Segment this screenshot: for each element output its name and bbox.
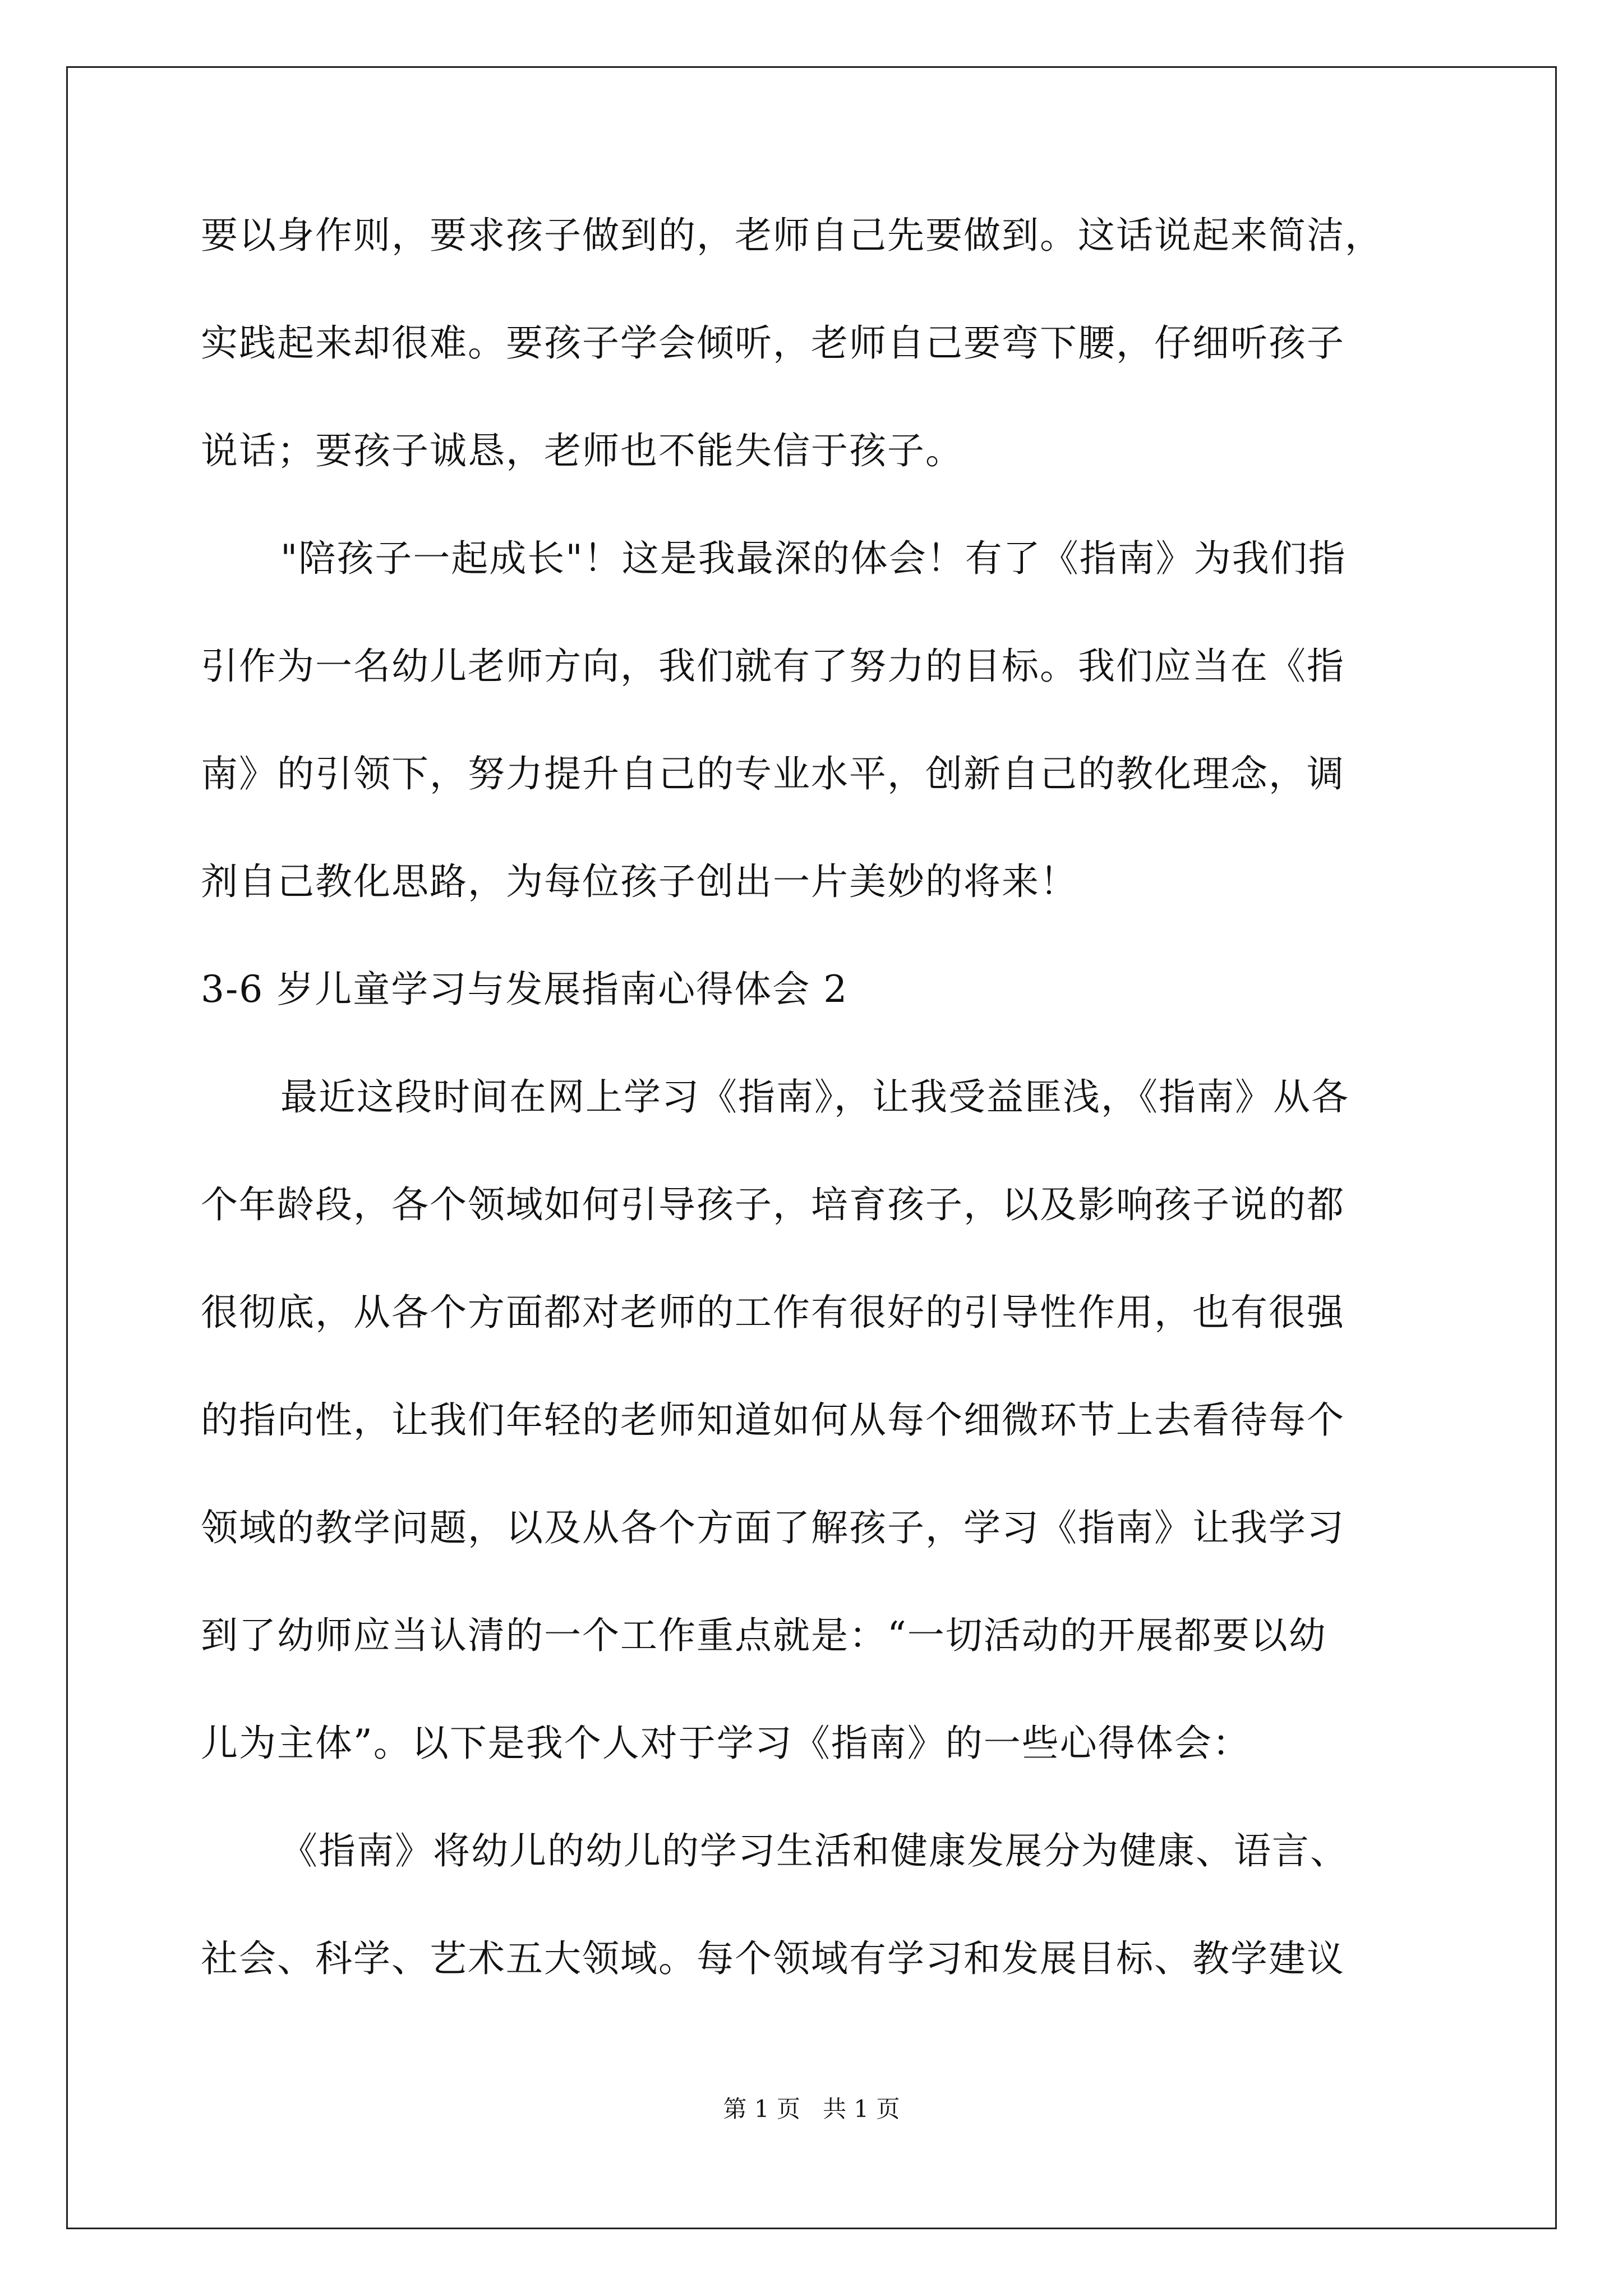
section-heading: 3-6 岁儿童学习与发展指南心得体会 2 bbox=[201, 968, 849, 1011]
paragraph-start-line: "陪孩子一起成长"！这是我最深的体会！有了《指南》为我们指 bbox=[280, 537, 1347, 580]
page-number-footer: 第 1 页 共 1 页 bbox=[723, 2095, 900, 2123]
text-line: 领域的教学问题，以及从各个方面了解孩子，学习《指南》让我学习 bbox=[201, 1506, 1345, 1549]
page-border bbox=[66, 66, 1557, 2229]
text-line: 要以身作则，要求孩子做到的，老师自己先要做到。这话说起来简洁， bbox=[201, 214, 1383, 257]
text-line: 很彻底，从各个方面都对老师的工作有很好的引导性作用，也有很强 bbox=[201, 1291, 1345, 1334]
text-line: 实践起来却很难。要孩子学会倾听，老师自己要弯下腰，仔细听孩子 bbox=[201, 321, 1345, 365]
text-line: 说话；要孩子诚恳，老师也不能失信于孩子。 bbox=[201, 429, 963, 472]
paragraph-start-line: 最近这段时间在网上学习《指南》，让我受益匪浅，《指南》从各 bbox=[280, 1075, 1349, 1119]
text-line: 个年龄段，各个领域如何引导孩子，培育孩子，以及影响孩子说的都 bbox=[201, 1183, 1345, 1226]
text-line: 的指向性，让我们年轻的老师知道如何从每个细微环节上去看待每个 bbox=[201, 1398, 1345, 1442]
paragraph-start-line: 《指南》将幼儿的幼儿的学习生活和健康发展分为健康、语言、 bbox=[280, 1829, 1348, 1872]
text-line: 到了幼师应当认清的一个工作重点就是：“一切活动的开展都要以幼 bbox=[201, 1614, 1327, 1657]
text-line: 引作为一名幼儿老师方向，我们就有了努力的目标。我们应当在《指 bbox=[201, 645, 1345, 688]
text-line: 儿为主体”。以下是我个人对于学习《指南》的一些心得体会： bbox=[201, 1722, 1251, 1765]
text-line: 南》的引领下，努力提升自己的专业水平，创新自己的教化理念，调 bbox=[201, 752, 1345, 795]
text-line: 剂自己教化思路，为每位孩子创出一片美妙的将来！ bbox=[201, 860, 1078, 903]
text-line: 社会、科学、艺术五大领域。每个领域有学习和发展目标、教学建议 bbox=[201, 1937, 1345, 1980]
